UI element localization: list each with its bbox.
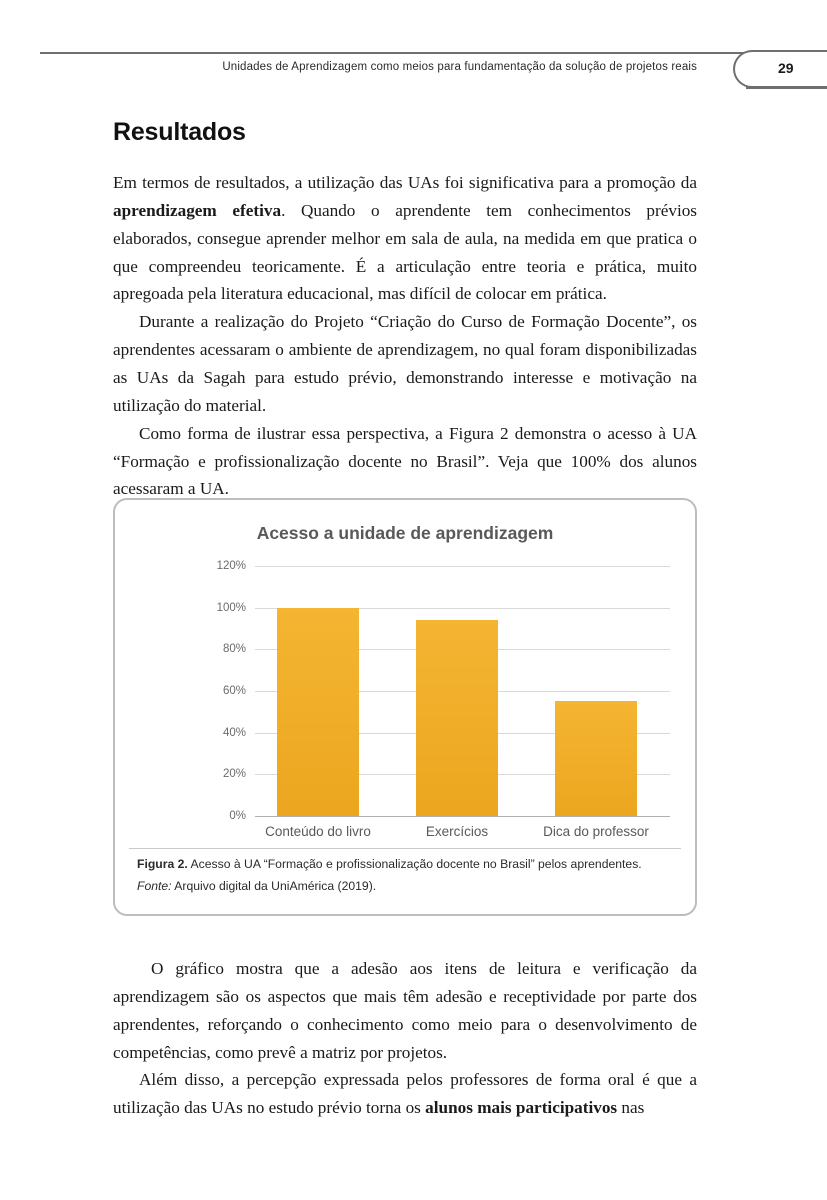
paragraph-1	[113, 169, 697, 308]
figure-caption-text: Acesso à UA “Formação e profissionalização docente no Brasil” pelos aprendentes.	[187, 857, 642, 871]
figure-source-text: Arquivo digital da UniAmérica (2019).	[171, 878, 377, 893]
figure-container	[113, 498, 697, 916]
chart-plot-area	[216, 560, 670, 839]
y-tick-label-40: 40%	[222, 726, 246, 739]
y-tick-label-60: 60%	[222, 685, 246, 697]
y-tick-label-20: 20%	[222, 768, 246, 781]
x-tick-label-exercicios: Exercícios	[425, 824, 489, 839]
x-tick-label-dica-do-professor: Dica do professor	[543, 824, 649, 839]
x-axis-line	[255, 816, 670, 817]
document-body-continued	[113, 955, 697, 1122]
bar-exercicios	[416, 620, 498, 816]
gridline-120	[255, 566, 670, 567]
document-body	[113, 118, 697, 503]
page-number: 29	[778, 60, 794, 76]
y-tick-label-120: 120%	[216, 560, 246, 572]
y-tick-label-80: 80%	[222, 643, 246, 656]
figure-caption-label: Figura 2.	[137, 857, 188, 871]
paragraph-1-emphasis: aprendizagem efetiva	[113, 200, 282, 220]
paragraph-5-part-b: nas	[617, 1098, 645, 1118]
page-title: Resultados	[113, 118, 246, 146]
paragraph-2: Durante a realização do Projeto “Criação do Curso de Formação Docente”, os aprendentes acessaram o ambiente de aprendizagem, no qual foram disponibilizadas as UAs da Sagah para estudo prévio, demonstrando interesse e motivação na utilização do material.	[113, 312, 697, 415]
paragraph-1-part-a: Em termos de resultados, a utilização das UAs foi significativa para a promoção da	[113, 173, 697, 192]
paragraph-4: O gráfico mostra que a adesão aos itens de leitura e verificação da aprendizagem são os aspectos que mais têm adesão e receptividade por parte dos aprendentes, reforçando o conhecimento como meio para o desenvolvimento de competências, como prevê a matriz por projetos.	[113, 959, 697, 1062]
caption-divider	[129, 848, 681, 849]
paragraph-3: Como forma de ilustrar essa perspectiva, a Figura 2 demonstra o acesso à UA “Formação e profissionalização docente no Brasil”. Veja que 100% dos alunos acessaram a UA.	[113, 423, 697, 499]
x-tick-label-conteudo-do-livro: Conteúdo do livro	[265, 824, 371, 839]
paragraph-5-part-a: Além disso, a percepção expressada pelos professores de forma oral é que a utilização das UAs no estudo prévio torna os	[113, 1070, 697, 1118]
y-tick-label-100: 100%	[216, 601, 246, 614]
figure-caption	[137, 855, 677, 896]
figure-source	[137, 877, 677, 896]
bar-dica-do-professor	[555, 701, 637, 816]
paragraph-5	[113, 1066, 697, 1122]
page-header	[40, 52, 827, 88]
chart-title: Acesso a unidade de aprendizagem	[256, 523, 554, 543]
figure-source-label: Fonte:	[137, 878, 172, 893]
bar-conteudo-do-livro	[277, 608, 359, 816]
running-head-text: Unidades de Aprendizagem como meios para fundamentação da solução de projetos reais	[222, 61, 697, 73]
paragraph-5-emphasis: alunos mais participativos	[425, 1098, 618, 1118]
paragraph-1-part-b: . Quando o aprendente tem conhecimentos prévios elaborados, consegue aprender melhor em sala de aula, na medida em que pratica o que compreendeu teoricamente. É a articulação entre teoria e prática, muito apregoada pela literatura educacional, mas difícil de colocar em prática.	[113, 200, 697, 304]
bar-chart	[115, 500, 695, 848]
header-divider-line	[40, 52, 827, 54]
y-tick-label-0: 0%	[229, 810, 246, 822]
